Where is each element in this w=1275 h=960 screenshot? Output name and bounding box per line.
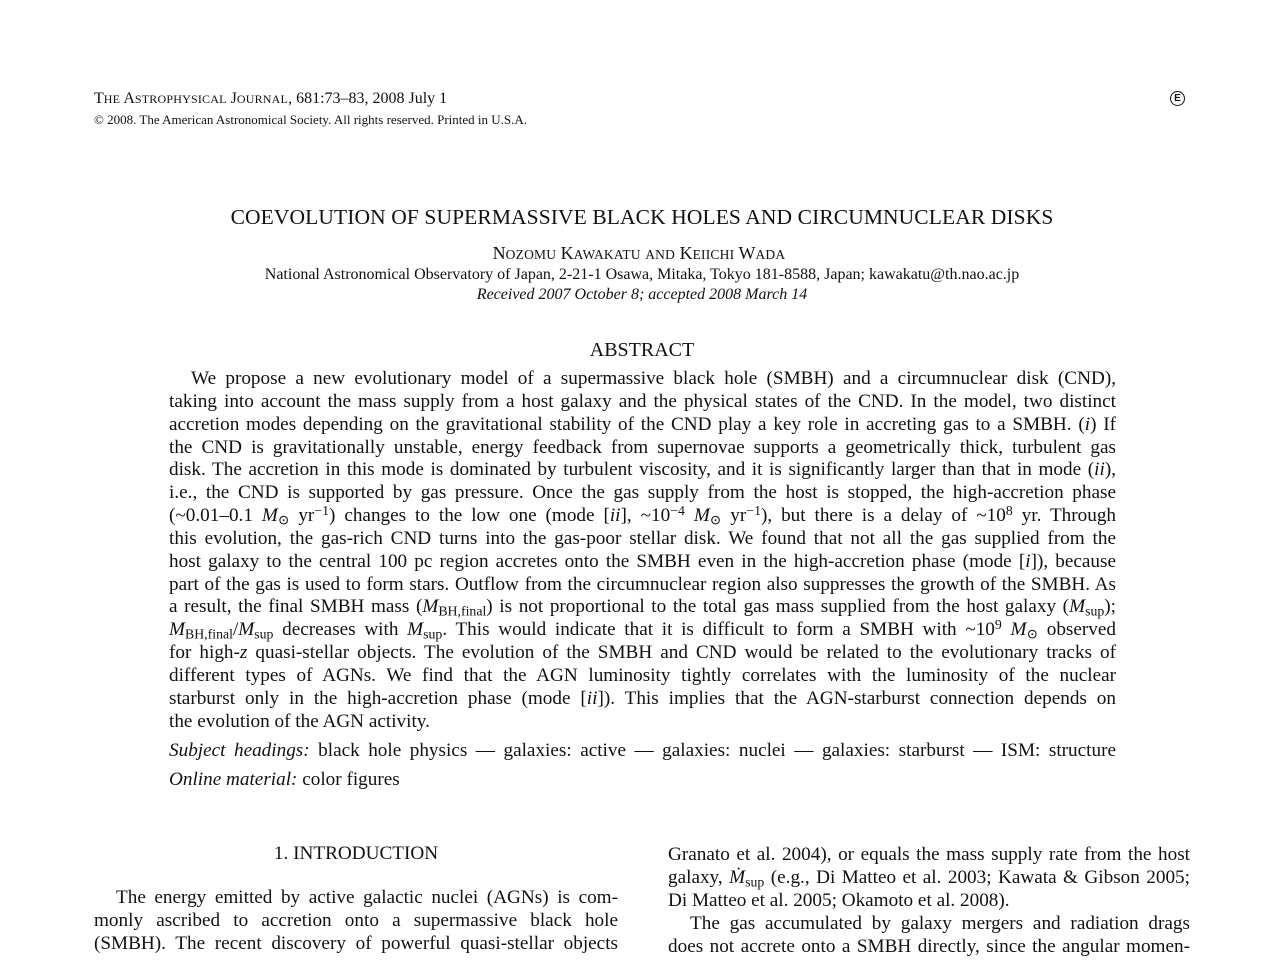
abstract-line: taking into account the mass supply from a host galaxy and the physical states of the CND. In the model, two distinct xyxy=(169,390,1116,412)
text-run: galaxy, xyxy=(668,867,730,888)
abstract-line: this evolution, the gas-rich CND turns into the gas-poor stellar disk. We found that not all the gas supplied from the xyxy=(169,527,1116,549)
journal-citation xyxy=(94,89,447,109)
math-symbol: Ṁ xyxy=(729,867,746,888)
copyright-notice: © 2008. The American Astronomical Society. All rights reserved. Printed in U.S.A. xyxy=(94,112,528,127)
sun-symbol: ⊙ xyxy=(709,512,722,528)
text-run: i xyxy=(1084,413,1091,435)
math-symbol: M xyxy=(261,505,278,527)
text-run: ) changes to the low one (mode [ xyxy=(329,505,610,527)
journal-name-part: T xyxy=(94,90,104,107)
author-text: N xyxy=(492,243,506,263)
online-material-text: color figures xyxy=(297,769,400,790)
author-conjunction: AND xyxy=(645,247,676,262)
electronic-edition-icon: E xyxy=(1170,91,1185,106)
abstract-line xyxy=(169,459,1116,482)
body-line: Granato et al. 2004), or equals the mass supply rate from the host xyxy=(668,844,1190,865)
text-run: ), but there is a delay of ~10 xyxy=(760,505,1006,527)
body-line: Di Matteo et al. 2005; Okamoto et al. 2008). xyxy=(668,890,1010,911)
body-line xyxy=(668,866,1190,889)
superscript: 9 xyxy=(994,617,1002,633)
abstract-line xyxy=(169,619,1116,642)
abstract-body xyxy=(169,368,1116,734)
abstract-line xyxy=(169,551,1116,574)
math-symbol: M xyxy=(238,619,255,641)
math-symbol: M xyxy=(422,596,439,618)
online-material xyxy=(169,768,400,792)
author-text: K xyxy=(560,243,574,263)
text-run: ii xyxy=(586,687,598,709)
text-run: a result, the final SMBH mass ( xyxy=(169,596,423,618)
body-line: The energy emitted by active galactic nuclei (AGNs) is com- xyxy=(116,887,618,908)
math-symbol: z xyxy=(239,642,248,664)
paper-title: COEVOLUTION OF SUPERMASSIVE BLACK HOLES AND CIRCUMNUCLEAR DISKS xyxy=(230,205,1054,229)
text-run: ii xyxy=(1094,459,1105,481)
author-list xyxy=(0,243,1275,264)
text-run: ), xyxy=(1104,459,1116,481)
journal-name-part: J xyxy=(230,90,237,107)
subject-headings-label: Subject headings: xyxy=(169,740,310,761)
subject-headings xyxy=(169,739,1116,763)
abstract-line xyxy=(169,688,1116,711)
text-run: ) If xyxy=(1090,413,1117,435)
subscript: sup xyxy=(1085,603,1105,619)
author-affiliation: National Astronomical Observatory of Japan, 2-21-1 Osawa, Mitaka, Tokyo 181-8588, Japan; kawakatu@th.nao.ac.jp xyxy=(264,266,1020,283)
superscript: 8 xyxy=(1005,503,1013,519)
text-run: quasi-stellar objects. The evolution of the SMBH and CND would be related to the evolutionary tracks of xyxy=(247,642,1117,664)
author-text: K xyxy=(679,243,693,263)
math-symbol: M xyxy=(169,619,185,641)
text-run: ]), because xyxy=(1030,550,1117,572)
text-run: disk. The accretion in this mode is dominated by turbulent viscosity, and it is significantly larger than that in mode ( xyxy=(169,459,1095,481)
abstract-line: the CND is gravitationally unstable, energy feedback from supernovae supports a geometrically thick, turbulent gas xyxy=(169,436,1116,458)
subscript: BH,final xyxy=(438,603,487,619)
section-heading: 1. INTRODUCTION xyxy=(273,843,439,864)
text-run: (~0.01–0.1 xyxy=(169,505,262,527)
text-run: . This would indicate that it is difficult to form a SMBH with ~10 xyxy=(442,619,995,641)
subscript: sup xyxy=(254,626,274,642)
body-line: monly ascribed to accretion onto a supermassive black hole xyxy=(94,910,618,931)
body-line: does not accrete onto a SMBH directly, since the angular momen- xyxy=(668,936,1190,957)
author-text: EIICHI xyxy=(692,247,735,262)
text-run: ], ~10 xyxy=(620,505,671,527)
text-run: ]). This implies that the AGN-starburst connection depends on xyxy=(597,687,1116,709)
abstract-line: the evolution of the AGN activity. xyxy=(169,710,430,732)
journal-name-part: HE xyxy=(103,92,121,106)
author-text: ADA xyxy=(755,247,786,262)
text-run: yr. Through xyxy=(1012,505,1117,527)
math-symbol: M xyxy=(1069,596,1086,618)
author-text: AWAKATU xyxy=(573,247,641,262)
superscript: −1 xyxy=(314,503,330,519)
abstract-line xyxy=(169,596,1116,619)
subscript: BH,final xyxy=(184,626,233,642)
text-run: ); xyxy=(1104,596,1116,618)
abstract-line: We propose a new evolutionary model of a supermassive black hole (SMBH) and a circumnuclear disk (CND), xyxy=(191,368,1116,389)
author-text: W xyxy=(738,243,756,263)
math-symbol: M xyxy=(407,619,424,641)
right-column-text xyxy=(668,843,1190,958)
left-column-text xyxy=(94,886,618,955)
abstract-line: part of the gas is used to form stars. Outflow from the circumnuclear region also suppresses the growth of the SMBH. As xyxy=(169,573,1116,595)
body-line: The gas accumulated by galaxy mergers and radiation drags xyxy=(690,913,1190,934)
superscript: −1 xyxy=(746,503,761,519)
received-date: Received 2007 October 8; accepted 2008 March 14 xyxy=(476,286,808,303)
author-text: OZOMU xyxy=(505,247,557,262)
journal-name-part: STROPHYSICAL xyxy=(134,92,227,106)
text-run: yr xyxy=(721,505,747,527)
subscript: sup xyxy=(745,874,765,890)
text-run: accretion modes depending on the gravitational stability of the CND play a key role in accreting gas to a SMBH. ( xyxy=(169,413,1085,435)
text-run: observed xyxy=(1038,619,1117,641)
text-run: starburst only in the high-accretion phase (mode [ xyxy=(169,687,587,709)
math-symbol: M xyxy=(1010,619,1027,641)
journal-volume-date: , 681:73–83, 2008 July 1 xyxy=(288,90,448,107)
online-material-label: Online material: xyxy=(169,769,298,790)
text-run: host galaxy to the central 100 pc region accretes onto the SMBH even in the high-accretion phase (mode [ xyxy=(169,550,1026,572)
abstract-line xyxy=(169,505,1116,528)
subscript: sup xyxy=(423,626,443,642)
text-run: decreases with xyxy=(273,619,408,641)
sun-symbol: ⊙ xyxy=(277,512,290,528)
text-run: ii xyxy=(609,505,621,527)
math-symbol: M xyxy=(693,505,710,527)
text-run: i xyxy=(1025,550,1031,572)
text-run: yr xyxy=(289,505,315,527)
abstract-line xyxy=(169,642,1116,665)
sun-symbol: ⊙ xyxy=(1026,626,1039,642)
journal-name-part: A xyxy=(123,90,135,107)
body-line: (SMBH). The recent discovery of powerful quasi-stellar objects xyxy=(94,933,618,954)
abstract-line xyxy=(169,414,1116,437)
abstract-line: different types of AGNs. We find that the AGN luminosity tightly correlates with the luminosity of the nuclear xyxy=(169,664,1116,686)
abstract-line: i.e., the CND is supported by gas pressure. Once the gas supply from the host is stopped, the high-accretion phase xyxy=(169,482,1116,504)
abstract-heading: ABSTRACT xyxy=(589,339,695,361)
text-run: ) is not proportional to the total gas mass supplied from the host galaxy ( xyxy=(486,596,1070,618)
superscript: −4 xyxy=(670,503,685,519)
journal-name-part: OURNAL xyxy=(236,92,289,106)
text-run: / xyxy=(232,619,239,641)
subject-headings-text: black hole physics — galaxies: active — galaxies: nuclei — galaxies: starburst — ISM: structure xyxy=(309,740,1116,761)
text-run: (e.g., Di Matteo et al. 2003; Kawata & Gibson 2005; xyxy=(764,867,1190,888)
text-run: for high- xyxy=(169,642,240,664)
